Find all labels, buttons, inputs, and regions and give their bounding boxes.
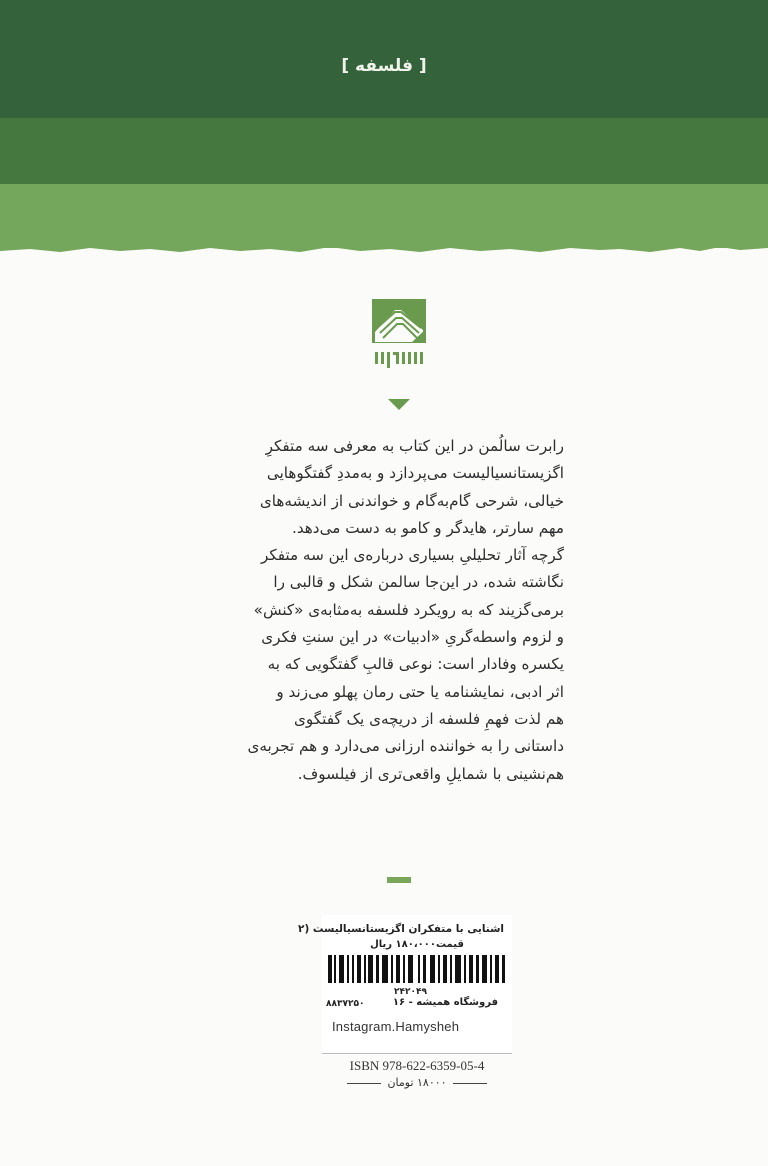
sticker-phone-top: ۲۴۲۰۴۹	[394, 987, 427, 997]
isbn-text: ISBN 978-622-6359-05-4	[349, 1058, 485, 1073]
blurb-line: گرچه آثار تحلیلیِ بسیاری درباره‌ی این سه متفکر	[260, 546, 564, 565]
top-band-light	[0, 184, 768, 248]
blurb-line: برمی‌گزیند که به رویکرد فلسفه به‌مثابه‌ی «کنش»	[253, 600, 564, 619]
barcode-icon	[326, 955, 508, 983]
blurb-line: یکسره وفادار است: نوعی قالبِ گفتگویی که به	[267, 655, 564, 674]
sticker-title: اشنایی با متفکران اگزیستانسیالیست (۲	[298, 923, 504, 935]
blurb-line: اثر ادبی، نمایشنامه یا حتی رمان پهلو می‌زند و	[276, 682, 564, 701]
price-line	[322, 1076, 512, 1089]
blurb-line: رابرت سالُمن در این کتاب به معرفی سه متفکرِ	[265, 437, 564, 455]
blurb-line: و لزوم واسطه‌گریِ «ادبیات» در این سنتِ فکری	[261, 628, 564, 647]
blurb-line: هم‌نشینی با شمایلِ واقعی‌تری از فیلسوف.	[297, 764, 564, 783]
down-triangle-icon	[388, 399, 410, 410]
blurb-line: هم لذت فهمِ فلسفه از دریچه‌ی یک گفتگوی	[294, 709, 564, 728]
torn-edge	[0, 244, 768, 256]
price-rule-right	[347, 1083, 381, 1084]
price-sticker	[298, 915, 512, 1055]
blurb-line: داستانی را به خواننده ارزانی می‌دارد و هم تجربه‌ی	[247, 737, 564, 756]
blurb-line: نگاشته شده، در این‌جا سالمن شکل و قالبی را	[273, 573, 564, 592]
sticker-instagram: Instagram.Hamysheh	[332, 1019, 460, 1034]
price-rule-left	[453, 1083, 487, 1084]
sticker-shop: فروشگاه همیشه - ۱۶	[392, 997, 498, 1008]
blurb-line: مهم سارتر، هایدگر و کامو به دست می‌دهد.	[292, 518, 564, 537]
top-band-mid	[0, 118, 768, 184]
price-toman: ۱۸۰۰۰ تومان	[387, 1076, 447, 1089]
isbn-rule	[322, 1053, 512, 1054]
blurb-line: اگزیستانسیالیست می‌پردازد و به‌مددِ گفتگوهایی	[266, 464, 564, 483]
publisher-logo-icon	[371, 298, 427, 370]
blurb-line: خیالی، شرحی گام‌به‌گام و خواندنی از اندیشه‌های	[259, 491, 564, 510]
sticker-price: قیمت۱۸۰،۰۰۰ ریال	[370, 939, 464, 950]
separator-dash	[387, 877, 411, 883]
category-label: [ فلسفه ]	[341, 56, 427, 76]
sticker-phone: ۸۸۳۷۲۵۰	[326, 999, 365, 1009]
blurb-text	[238, 433, 564, 788]
